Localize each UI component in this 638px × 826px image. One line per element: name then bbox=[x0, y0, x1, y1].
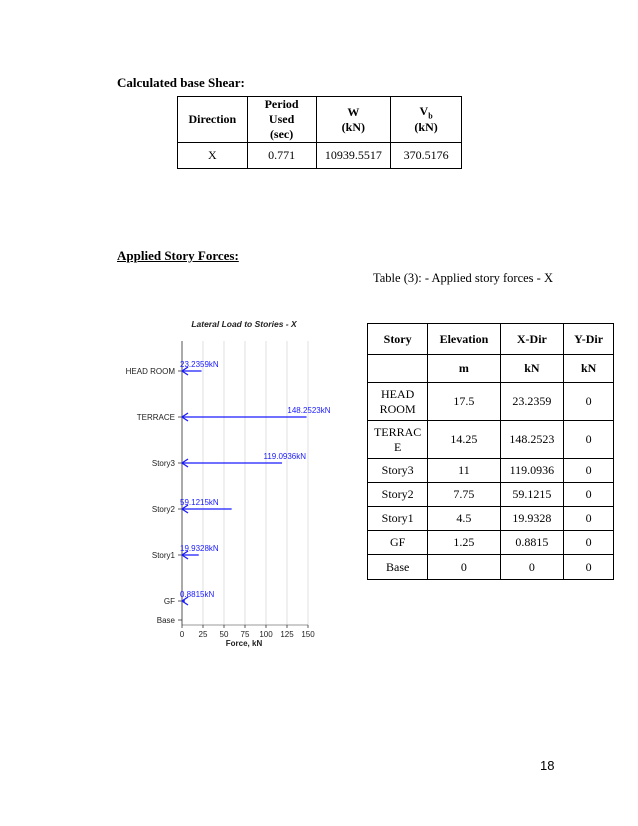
story-cell: Story2 bbox=[368, 483, 428, 507]
header-xdir: X-Dir bbox=[500, 324, 564, 355]
xdir-cell: 0.8815 bbox=[500, 531, 564, 555]
chart-title: Lateral Load to Stories - X bbox=[191, 319, 297, 329]
elevation-cell: 1.25 bbox=[428, 531, 500, 555]
header-w-line2: (kN) bbox=[341, 119, 365, 134]
xdir-cell: 0 bbox=[500, 555, 564, 580]
chart-axes bbox=[178, 341, 308, 628]
story-cell-line1: TERRAC bbox=[373, 424, 422, 439]
story-cell-line2: ROOM bbox=[379, 401, 416, 416]
table-row bbox=[368, 459, 614, 483]
cell-w: 10939.5517 bbox=[316, 143, 391, 169]
ydir-cell: 0 bbox=[564, 507, 614, 531]
story-forces-table bbox=[367, 323, 614, 580]
ydir-cell: 0 bbox=[564, 531, 614, 555]
header-vb-line2: (kN) bbox=[414, 120, 438, 135]
ydir-cell: 0 bbox=[564, 555, 614, 580]
units-ydir: kN bbox=[564, 355, 614, 383]
story-forces-caption: Table (3): - Applied story forces - X bbox=[373, 271, 553, 285]
header-period-line2: (sec) bbox=[269, 127, 294, 141]
chart-data-label: 148.2523kN bbox=[287, 406, 331, 415]
chart-x-axis-label: Force, kN bbox=[225, 639, 263, 648]
header-w-line1: W bbox=[347, 104, 360, 119]
base-shear-data-row bbox=[178, 143, 462, 169]
table-row bbox=[368, 483, 614, 507]
chart-category-label: Story2 bbox=[151, 505, 175, 514]
table-row bbox=[368, 531, 614, 555]
base-shear-heading: Calculated base Shear: bbox=[117, 75, 245, 90]
header-vb-main: V bbox=[419, 103, 429, 118]
story-cell: Story3 bbox=[368, 459, 428, 483]
ydir-cell: 0 bbox=[564, 459, 614, 483]
xdir-cell: 148.2523 bbox=[500, 421, 564, 459]
story-cell-line2: E bbox=[393, 439, 402, 454]
cell-direction: X bbox=[178, 143, 248, 169]
header-w bbox=[316, 97, 391, 143]
story-units-row bbox=[368, 355, 614, 383]
header-ydir: Y-Dir bbox=[564, 324, 614, 355]
chart-tick-label: 25 bbox=[198, 630, 208, 639]
chart-category-label: HEAD ROOM bbox=[125, 367, 175, 376]
chart-category-label: Base bbox=[156, 616, 175, 625]
xdir-cell: 59.1215 bbox=[500, 483, 564, 507]
story-cell-line1: HEAD bbox=[380, 386, 415, 401]
story-cell bbox=[368, 383, 428, 421]
ydir-cell: 0 bbox=[564, 383, 614, 421]
header-vb bbox=[391, 97, 462, 143]
elevation-cell: 14.25 bbox=[428, 421, 500, 459]
story-header-row bbox=[368, 324, 614, 355]
story-cell: GF bbox=[368, 531, 428, 555]
chart-category-label: TERRACE bbox=[136, 413, 175, 422]
chart-tick-label: 150 bbox=[301, 630, 315, 639]
base-shear-header-row bbox=[178, 97, 462, 143]
table-row bbox=[368, 507, 614, 531]
chart-category-label: Story1 bbox=[151, 551, 175, 560]
header-period bbox=[247, 97, 316, 143]
units-xdir: kN bbox=[500, 355, 564, 383]
cell-vb: 370.5176 bbox=[391, 143, 462, 169]
elevation-cell: 4.5 bbox=[428, 507, 500, 531]
chart-gridlines bbox=[182, 341, 308, 625]
header-period-line1: Period Used bbox=[264, 97, 299, 126]
xdir-cell: 19.9328 bbox=[500, 507, 564, 531]
chart-tick-label: 0 bbox=[179, 630, 185, 639]
header-elevation: Elevation bbox=[428, 324, 500, 355]
story-cell: Base bbox=[368, 555, 428, 580]
chart-tick-label: 125 bbox=[280, 630, 294, 639]
xdir-cell: 119.0936 bbox=[500, 459, 564, 483]
chart-data-label: 23.2359kN bbox=[180, 360, 219, 369]
chart-tick-label: 50 bbox=[219, 630, 229, 639]
cell-period: 0.771 bbox=[247, 143, 316, 169]
chart-category-label: GF bbox=[163, 597, 175, 606]
page-number: 18 bbox=[540, 758, 555, 773]
units-elevation: m bbox=[428, 355, 500, 383]
story-cell: Story1 bbox=[368, 507, 428, 531]
chart-category-label: Story3 bbox=[151, 459, 175, 468]
chart-data-label: 0.8815kN bbox=[180, 590, 215, 599]
story-cell bbox=[368, 421, 428, 459]
units-story bbox=[368, 355, 428, 383]
lateral-load-chart bbox=[118, 315, 348, 655]
chart-tick-label: 75 bbox=[240, 630, 250, 639]
ydir-cell: 0 bbox=[564, 421, 614, 459]
table-row bbox=[368, 421, 614, 459]
header-vb-sub: b bbox=[428, 111, 433, 121]
chart-tick-labels bbox=[180, 630, 315, 639]
chart-data-label: 119.0936kN bbox=[263, 452, 307, 461]
table-row bbox=[368, 383, 614, 421]
elevation-cell: 11 bbox=[428, 459, 500, 483]
elevation-cell: 0 bbox=[428, 555, 500, 580]
chart-data-label: 59.1215kN bbox=[180, 498, 219, 507]
story-forces-heading: Applied Story Forces: bbox=[117, 248, 239, 263]
table-row bbox=[368, 555, 614, 580]
elevation-cell: 17.5 bbox=[428, 383, 500, 421]
xdir-cell: 23.2359 bbox=[500, 383, 564, 421]
header-story: Story bbox=[368, 324, 428, 355]
chart-category-labels bbox=[126, 367, 176, 625]
ydir-cell: 0 bbox=[564, 483, 614, 507]
chart-tick-label: 100 bbox=[259, 630, 273, 639]
chart-data-label: 19.9328kN bbox=[180, 544, 219, 553]
elevation-cell: 7.75 bbox=[428, 483, 500, 507]
base-shear-table bbox=[177, 96, 462, 169]
header-direction: Direction bbox=[178, 97, 248, 143]
